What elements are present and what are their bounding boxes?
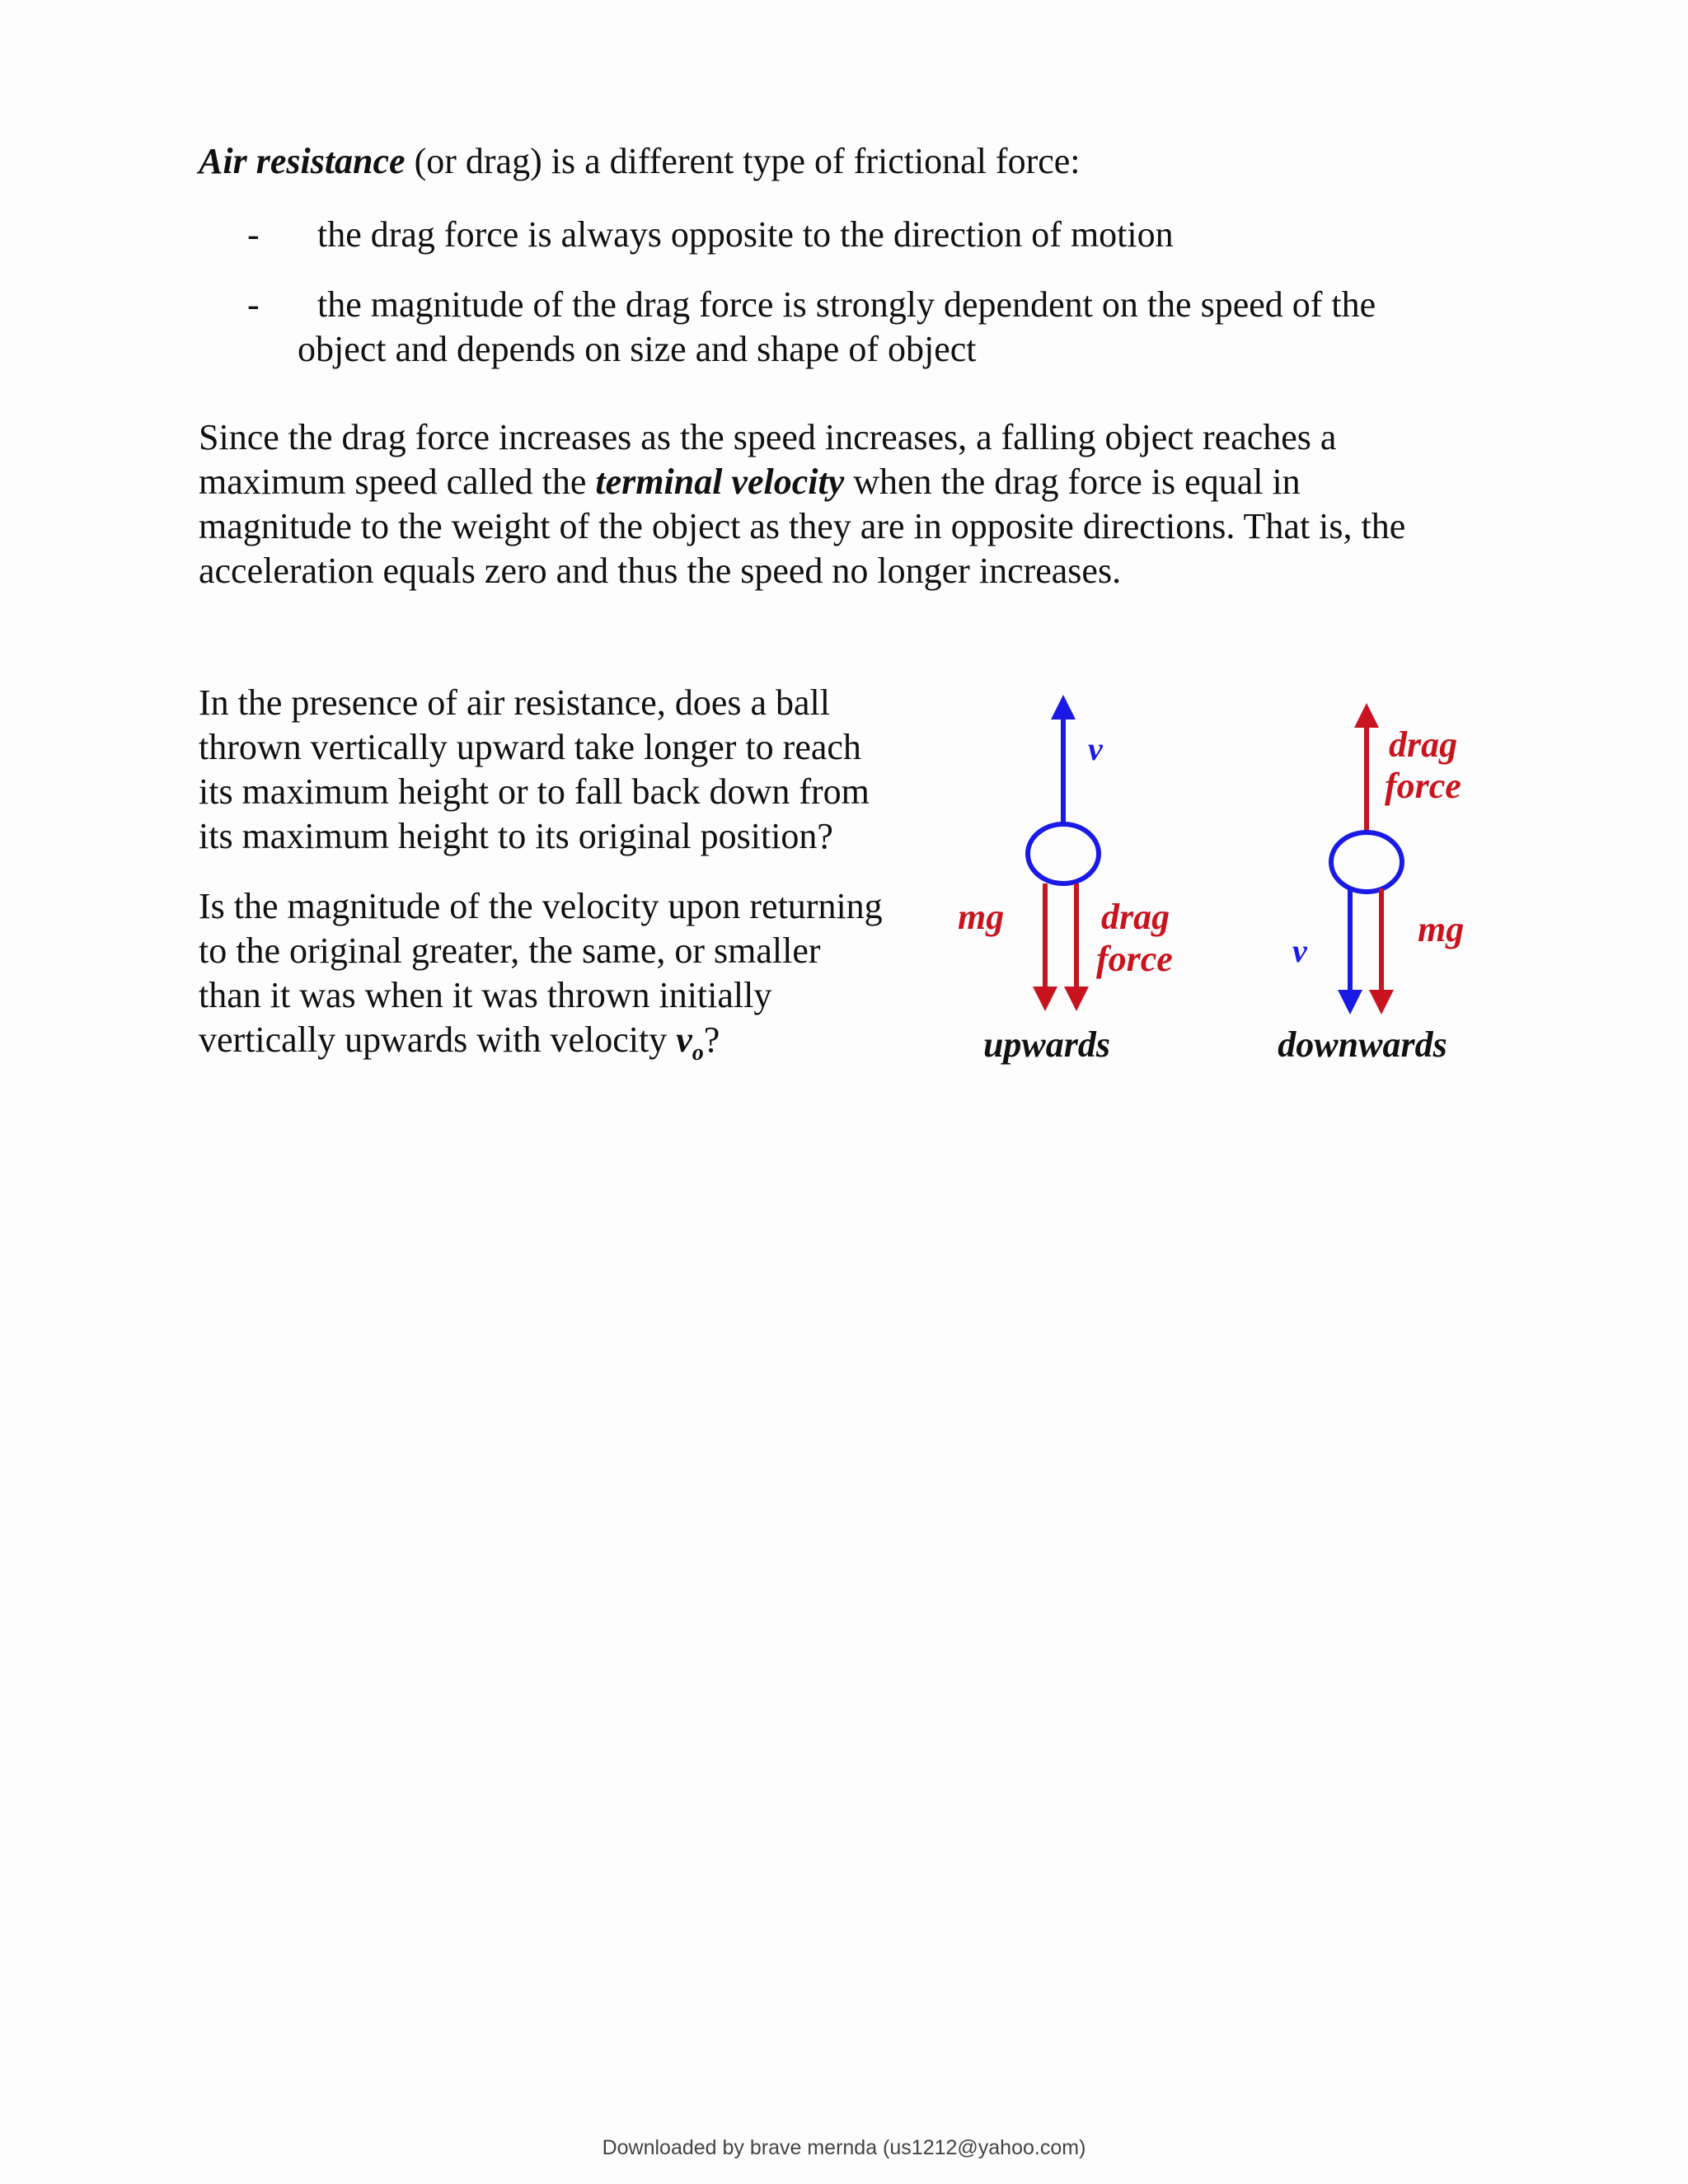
bullet-dash: - — [247, 214, 260, 255]
upwards-caption: upwards — [982, 1024, 1111, 1065]
terminal-line-2-post: when the drag force is equal in — [844, 462, 1301, 502]
weight-label: mg — [958, 897, 1005, 937]
upwards-diagram — [958, 707, 1173, 1065]
question-2-line-4-pre: vertically upwards with velocity — [199, 1019, 677, 1060]
download-footer: Downloaded by brave mernda (us1212@yahoo.com) — [602, 2136, 1086, 2159]
downwards-diagram — [1278, 715, 1464, 1065]
terminal-line-3: magnitude to the weight of the object as they are in opposite directions. That is, the — [199, 506, 1406, 546]
downwards-caption: downwards — [1278, 1024, 1447, 1065]
terminal-velocity-term: terminal velocity — [595, 462, 845, 502]
question-1-line-4: its maximum height to its original position? — [199, 816, 833, 856]
terminal-line-2-pre: maximum speed called the — [199, 462, 596, 502]
question-1-line-3: its maximum height or to fall back down from — [199, 771, 870, 812]
force-diagram — [940, 692, 1517, 1088]
intro-paragraph — [199, 139, 1081, 184]
drag-label-line-1: drag — [1101, 897, 1170, 937]
intro-rest: (or drag) is a different type of frictional force: — [405, 141, 1081, 181]
bullet-2-line-1: the magnitude of the drag force is strongly dependent on the speed of the — [317, 284, 1376, 325]
question-2-line-3: than it was when it was thrown initially — [199, 975, 772, 1015]
ball — [1028, 824, 1099, 883]
drag-label-line-1: drag — [1389, 724, 1458, 765]
drag-label-line-2: force — [1385, 766, 1461, 806]
question-1-line-2: thrown vertically upward take longer to reach — [199, 727, 861, 767]
question-2-line-1: Is the magnitude of the velocity upon returning — [199, 886, 883, 926]
bullet-2-line-2: object and depends on size and shape of object — [298, 329, 977, 369]
velocity-var: v — [676, 1019, 692, 1060]
velocity-label: v — [1292, 932, 1307, 969]
question-1-line-1: In the presence of air resistance, does a ball — [199, 682, 830, 723]
terminal-line-4: acceleration equals zero and thus the speed no longer increases. — [199, 551, 1122, 591]
air-resistance-term: Air resistance — [199, 141, 406, 181]
terminal-line-2 — [199, 460, 1301, 504]
drag-label-line-2: force — [1096, 939, 1173, 979]
question-2-line-4-post: ? — [703, 1019, 720, 1060]
velocity-subscript: o — [692, 1039, 704, 1066]
ball — [1331, 832, 1402, 892]
bullet-dash: - — [247, 284, 260, 325]
bullet-1-text: the drag force is always opposite to the direction of motion — [317, 214, 1174, 255]
weight-label: mg — [1418, 909, 1465, 949]
velocity-label: v — [1088, 730, 1103, 767]
question-2-line-2: to the original greater, the same, or smaller — [199, 930, 821, 971]
question-2-line-4 — [199, 1018, 720, 1076]
terminal-line-1: Since the drag force increases as the speed increases, a falling object reaches a — [199, 417, 1337, 457]
initial-velocity-symbol — [676, 1019, 704, 1066]
